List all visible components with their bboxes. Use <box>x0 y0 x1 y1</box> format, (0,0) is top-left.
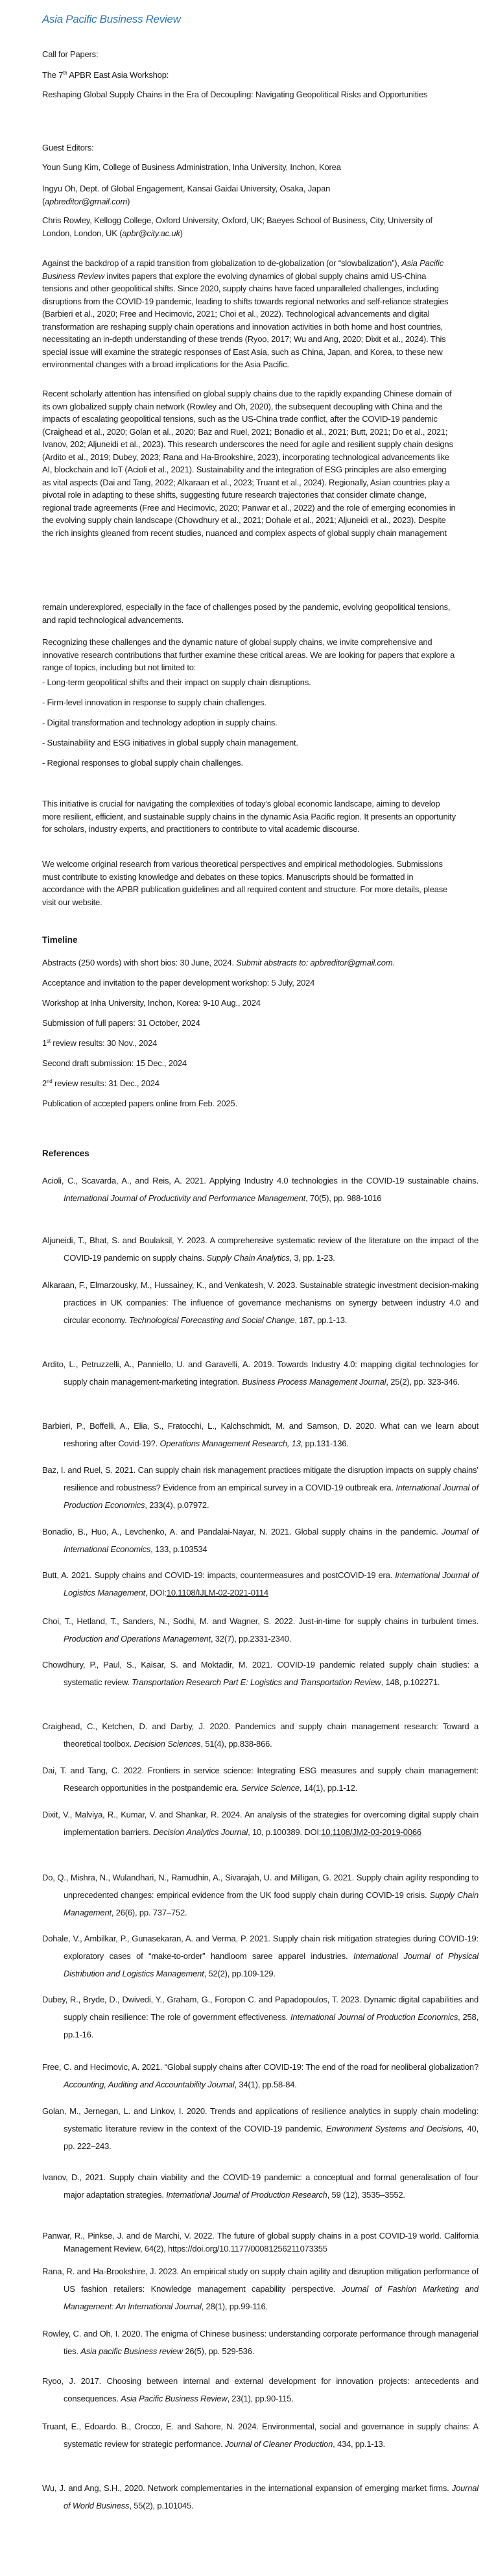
reference-text: Aljuneidi, T., Bhat, S. and Boulaksil, Y. 2023. A comprehensive systematic review of the literature on the impact of the COVID-19 pandemic on supply chains. <box>42 1235 478 1263</box>
reference-journal: Supply Chain Analytics <box>206 1253 290 1263</box>
reference-details: , 258, pp.1-16. <box>64 2012 478 2039</box>
reference-details: , 52(2), pp.109-129. <box>204 1969 276 1978</box>
reference-item <box>42 1656 478 1691</box>
timeline-workshop: Workshop at Inha University, Inchon, Korea: 9-10 Aug., 2024 <box>42 998 261 1008</box>
reference-journal: Service Science <box>241 1783 300 1793</box>
workshop-title: The 7th APBR East Asia Workshop: <box>42 70 169 80</box>
reference-journal: Environment Systems and Decisions, <box>325 2124 464 2133</box>
reference-details: , pp.131-136. <box>300 1439 349 1448</box>
reference-text: Alkaraan, F., Elmarzousky, M., Hussainey, K., and Venkatesh, V. 2023. Sustainable strategic investment decision-making practices in UK companies: The influence of governance mechanisms on synergy between industry 4.0 and circular economy. <box>42 1280 478 1325</box>
reference-text: Craighead, C., Ketchen, D. and Darby, J. 2020. Pandemics and supply chain management research: Toward a theoretical toolbox. <box>42 1721 478 1749</box>
reference-details: , 59 (12), 3535–3552. <box>327 2190 405 2200</box>
reference-journal: International Journal of Productivity and Performance Management <box>64 1193 306 1203</box>
reference-journal: International Journal of Production Economics <box>64 1483 478 1510</box>
reference-details: , 10, p.100389. DOI: <box>248 1827 322 1837</box>
reference-text: Bonadio, B., Huo, A., Levchenko, A. and Pandalai-Nayar, N. 2021. Global supply chains in the pandemic. <box>42 1527 442 1537</box>
reference-journal: Operations Management Research, 13 <box>159 1439 301 1448</box>
reference-text: Panwar, R., Pinkse, J. and de Marchi, V. 2022. The future of global supply chains in a post COVID-19 world. California Management Review, 64(2), https://doi.org/10.1177/00081256211073355 <box>42 2231 478 2254</box>
reference-text: Ivanov, D., 2021. Supply chain viability and the COVID-19 pandemic: a conceptual and formal generalisation of four major adaptation strategies. <box>42 2172 478 2200</box>
reference-text: Baz, I. and Ruel, S. 2021. Can supply chain risk management practices mitigate the disruption impacts on supply chains’ resilience and robustness? Evidence from an empirical survey in a COVID-19 outbreak era. <box>42 1465 478 1492</box>
reference-journal: Transportation Research Part E: Logistics and Transportation Review <box>132 1677 381 1687</box>
reference-item <box>42 1566 478 1601</box>
timeline-list <box>42 956 457 1117</box>
reference-details: , 26(6), pp. 737–752. <box>111 1908 187 1917</box>
initiative-paragraph: This initiative is crucial for navigating the complexities of today’s global economic landscape, aiming to develop more resilient, efficient, and sustainable supply chains in the dynamic Asia Pacific region. It presents an opportunity for scholars, industry experts, and practitioners to contribute to vital academic discourse. <box>42 799 456 834</box>
reference-details: 26(5), pp. 529-536. <box>182 2346 255 2356</box>
reference-journal: International Journal of Production Research <box>166 2190 327 2200</box>
timeline-heading: Timeline <box>42 935 78 945</box>
reference-details: , DOI: <box>145 1588 167 1598</box>
reference-details: , 3, pp. 1-23. <box>289 1253 335 1263</box>
reference-text: Truant, E., Edoardo. B., Crocco, E. and Sahore, N. 2024. Environmental, social and governance in supply chains: A systematic review for strategic performance. <box>42 2422 478 2449</box>
reference-text: Butt, A. 2021. Supply chains and COVID-19: impacts, countermeasures and postCOVID-19 era. <box>42 1570 396 1580</box>
topic-item: - Regional responses to global supply chain challenges. <box>42 758 243 768</box>
reference-details: , 187, pp.1-13. <box>294 1315 348 1325</box>
reference-text: Ardito, L., Petruzzelli, A., Panniello, U. and Garavelli, A. 2019. Towards Industry 4.0: mapping digital technologies for supply chain management-marketing integration. <box>42 1359 478 1387</box>
reference-item <box>42 1355 478 1391</box>
editor-3: Chris Rowley, Kellogg College, Oxford University, Oxford, UK; Baeyes School of Business, City, University of London, London, UK (apbr@city.ac.uk) <box>42 215 432 238</box>
timeline-publication: Publication of accepted papers online from Feb. 2025. <box>42 1099 237 1108</box>
reference-details: , 434, pp.1-13. <box>333 2439 385 2449</box>
reference-item <box>42 1762 478 1797</box>
reference-text: Chowdhury, P., Paul, S., Kaisar, S. and Moktadir, M. 2021. COVID-19 pandemic related supply chain studies: a systematic review. <box>42 1660 478 1687</box>
reference-journal: Accounting, Auditing and Accountability Journal <box>64 2080 235 2089</box>
reference-item <box>42 2372 478 2407</box>
reference-details: , 148, p.102271. <box>381 1677 440 1687</box>
reference-text: Free, C. and Hecimovic, A. 2021. “Global supply chains after COVID-19: The end of the road for neoliberal globalization? <box>42 2062 478 2072</box>
reference-journal: Asia pacific Business review <box>80 2346 183 2356</box>
reference-item <box>42 1523 478 1558</box>
reference-journal: Decision Analytics Journal <box>153 1827 248 1837</box>
reference-journal: Decision Sciences <box>134 1739 201 1749</box>
reference-details: , 23(1), pp.90-115. <box>227 2394 294 2403</box>
reference-item <box>42 1930 478 1982</box>
reference-journal: International Journal of Physical Distribution and Logistics Management <box>64 1951 478 1978</box>
reference-journal: Production and Operations Management <box>64 1634 211 1644</box>
reference-item <box>42 2102 478 2155</box>
reference-details: , 133, p.103534 <box>150 1544 207 1554</box>
doi-link[interactable]: 10.1108/JM2-03-2019-0066 <box>321 1827 421 1837</box>
references-heading: References <box>42 1148 89 1158</box>
reference-journal: Journal of World Business <box>64 2483 478 2510</box>
reference-item <box>42 1276 478 1329</box>
theme-title: Reshaping Global Supply Chains in the Era of Decoupling: Navigating Geopolitical Risks and Opportunities <box>42 90 428 99</box>
reference-text: Rowley, C. and Oh, I. 2020. The enigma of Chinese business: understanding corporate performance through managerial ties. <box>42 2329 478 2356</box>
reference-details: , 14(1), pp.1-12. <box>299 1783 358 1793</box>
reference-text: Barbieri, P., Boffelli, A., Elia, S., Fratocchi, L., Kalchschmidt, M. and Samson, D. 2020. What can we learn about reshoring after Covid-19?. <box>42 1421 478 1448</box>
reference-details: , 34(1), pp.58-84. <box>234 2080 297 2089</box>
guest-editors-label: Guest Editors: <box>42 143 94 152</box>
reference-item <box>42 1417 478 1452</box>
journal-title: Asia Pacific Business Review <box>42 13 181 25</box>
timeline-abstracts: Abstracts (250 words) with short bios: 30 June, 2024. Submit abstracts to: apbreditor@gmail.com. <box>42 958 395 967</box>
reference-text: Dai, T. and Tang, C. 2022. Frontiers in service science: Integrating ESG measures and supply chain management: Research opportunities in the postpandemic era. <box>42 1766 478 1793</box>
reference-text: Choi, T., Hetland, T., Sanders, N., Sodhi, M. and Wagner, S. 2022. Just-in-time for supply chains in turbulent times. <box>42 1616 478 1626</box>
topics-intro-paragraph: Recognizing these challenges and the dynamic nature of global supply chains, we invite comprehensive and innovative research contributions that further examine these critical areas. We are looking for papers that explore a range of topics, including but not limited to: <box>42 637 455 672</box>
reference-item <box>42 1612 478 1647</box>
timeline-second-review: 2nd review results: 31 Dec., 2024 <box>42 1078 159 1088</box>
intro-paragraph: Against the backdrop of a rapid transition from globalization to de-globalization (or “slowbalization”), Asia Pacific Business Review invites papers that explore the evolving dynamics of global supply chains amid US-China tensions and other geopolitical shifts. Since 2020, supply chains have faced unparalleled challenges, including disruptions from the COVID-19 pandemic, leading to shifts towards regional networks and self-reliance strategies (Barbieri et al., 2020; Free and Hecimovic, 2021; Choi et al., 2022). Technological advancements and digital transformation are reshaping supply chain operations and innovation activities in both home and host countries, necessitating an in-depth understanding of these trends (Ryoo, 2017; Wu and Ang, 2020; Dixit et al., 2024). This special issue will examine the strategic responses of East Asia, such as China, Japan, and Korea, to these new environmental changes with a broad implications for the Asia Pacific. <box>42 258 449 369</box>
reference-journal: Supply Chain Management <box>64 1890 478 1917</box>
reference-item <box>42 1232 478 1267</box>
editor-2: Ingyu Oh, Dept. of Global Engagement, Kansai Gaidai University, Osaka, Japan (apbreditor@gmail.com) <box>42 184 331 206</box>
reference-text: Acioli, C., Scavarda, A., and Reis, A. 2021. Applying Industry 4.0 technologies in the COVID-19 sustainable chains. <box>42 1176 478 1185</box>
reference-journal: Business Process Management Journal <box>242 1377 386 1387</box>
reference-item <box>42 2230 478 2255</box>
reference-journal: Asia Pacific Business Review <box>121 2394 228 2403</box>
submission-paragraph: We welcome original research from various theoretical perspectives and empirical methodologies. Submissions must contribute to existing knowledge and debates on these topics. Manuscripts should be formatted in accordance with the APBR publication guidelines and all required content and structure. For more details, please visit our website. <box>42 859 448 907</box>
reference-text: Golan, M., Jernegan, L. and Linkov, I. 2020. Trends and applications of resilience analytics in supply chain modeling: systematic literature review in the context of the COVID-19 pandemic, <box>42 2106 478 2133</box>
reference-text: Do, Q., Mishra, N., Wulandhari, N., Ramudhin, A., Sivarajah, U. and Milligan, G. 2021. Supply chain agility responding to unprecedented changes: empirical evidence from the UK food supply chain during COVID-19 crisis. <box>42 1873 478 1900</box>
reference-details: , 233(4), p.07972. <box>145 1500 209 1510</box>
reference-item <box>42 2418 478 2453</box>
timeline-first-review: 1st review results: 30 Nov., 2024 <box>42 1038 158 1048</box>
topic-item: - Firm-level innovation in response to supply chain challenges. <box>42 698 266 707</box>
reference-item <box>42 2058 478 2093</box>
editor-1: Youn Sung Kim, College of Business Administration, Inha University, Inchon, Korea <box>42 162 341 172</box>
topic-item: - Sustainability and ESG initiatives in global supply chain management. <box>42 738 298 747</box>
topic-item: - Long-term geopolitical shifts and their impact on supply chain disruptions. <box>42 677 311 687</box>
reference-item <box>42 2169 478 2204</box>
reference-details: , 55(2), p.101045. <box>129 2501 194 2510</box>
reference-journal: International Journal of Logistics Management <box>64 1570 478 1598</box>
reference-details: , 25(2), pp. 323-346. <box>386 1377 460 1387</box>
editor-2-email[interactable]: apbreditor@gmail.com <box>45 196 128 206</box>
reference-item <box>42 1172 478 1207</box>
reference-journal: International Journal of Production Economics <box>290 2012 458 2022</box>
topic-item: - Digital transformation and technology adoption in supply chains. <box>42 718 278 727</box>
reference-details: , 32(7), pp.2331-2340. <box>210 1634 292 1644</box>
reference-text: Dubey, R., Bryde, D., Dwivedi, Y., Graham, G., Foropon C. and Papadopoulos, T. 2023. Dynamic digital capabilities and supply chain resilience: The role of government effectiveness. <box>42 1995 478 2022</box>
background-paragraph: Recent scholarly attention has intensified on global supply chains due to the rapidly expanding Chinese domain of its own globalized supply chain network (Rowley and Oh, 2020), the subsequent decoupling with China and the impacts of escalating geopolitical tensions, such as the US-China trade conflict, after the COVID-19 pandemic (Craighead et al., 2020; Golan et al., 2020; Baz and Ruel, 2021; Bonadio et al., 2021; Butt, 2021; Do et al., 2021; Ivanov, 202; Aljuneidi et al., 2023). This research underscores the need for agile and resilient supply chain designs (Ardito et al., 2019; Dubey, 2023; Rana and Ha-Brookshire, 2023), incorporating technological advancements like AI, blockchain and IoT (Acioli et al., 2021). Sustainability and the integration of ESG principles are also emerging as vital aspects (Dai and Tang, 2022; Alkaraan et al., 2023; Truant et al., 2024). Regionally, Asian countries play a pivotal role in adapting to these shifts, suggesting future research trajectories that consider climate change, regional trade agreements (Free and Hecimovic, 2020; Panwar et al., 2022) and the role of emerging economies in the evolving supply chain landscape (Chowdhury et al., 2021; Dohale et al., 2021; Aljuneidi et al., 2023). Despite the rich insights gleaned from recent studies, nuanced and complex aspects of global supply chain management <box>42 389 456 538</box>
reference-details: , 70(5), pp. 988-1016 <box>305 1193 382 1203</box>
reference-text: Dohale, V., Ambilkar, P., Gunasekaran, A. and Verma, P. 2021. Supply chain risk mitigation strategies during COVID-19: exploratory cases of “make-to-order” handloom saree apparel industries. <box>42 1934 478 1961</box>
reference-details: , 28(1), pp.99-116. <box>201 2302 268 2311</box>
reference-journal: Technological Forecasting and Social Change <box>128 1315 295 1325</box>
reference-text: Rana, R. and Ha-Brookshire, J. 2023. An empirical study on supply chain agility and disruption mitigation performance of US fashion retailers: Knowledge management capability perspective. <box>42 2266 478 2294</box>
doi-link[interactable]: 10.1108/IJLM-02-2021-0114 <box>166 1588 268 1598</box>
reference-journal: Journal of Cleaner Production <box>224 2439 333 2449</box>
reference-item <box>42 2325 478 2360</box>
submit-abstracts-email[interactable]: Submit abstracts to: apbreditor@gmail.com <box>236 958 393 967</box>
reference-journal: Journal of Fashion Marketing and Management: An International Journal <box>64 2284 478 2311</box>
timeline-acceptance: Acceptance and invitation to the paper development workshop: 5 July, 2024 <box>42 978 315 988</box>
reference-item <box>42 1461 478 1514</box>
timeline-full-papers: Submission of full papers: 31 October, 2024 <box>42 1018 200 1028</box>
reference-text: Ryoo, J. 2017. Choosing between internal and external development for innovation projects: antecedents and consequences. <box>42 2376 478 2403</box>
reference-item <box>42 2263 478 2315</box>
reference-item <box>42 1718 478 1753</box>
reference-item <box>42 1806 478 1841</box>
reference-item <box>42 2479 478 2514</box>
reference-details: 40, pp. 222–243. <box>64 2124 478 2151</box>
editor-3-email[interactable]: apbr@city.ac.uk <box>122 228 180 238</box>
topics-list <box>42 676 457 777</box>
reference-details: , 51(4), pp.838-866. <box>200 1739 272 1749</box>
call-for-papers-label: Call for Papers: <box>42 49 99 59</box>
reference-text: Wu, J. and Ang, S.H., 2020. Network complementaries in the international expansion of emerging market firms. <box>42 2483 452 2493</box>
background-paragraph-cont: remain underexplored, especially in the face of challenges posed by the pandemic, evolving geopolitical tensions, and rapid technological advancements. <box>42 602 451 625</box>
reference-text: Dixit, V., Malviya, R., Kumar, V. and Shankar, R. 2024. An analysis of the strategies for overcoming digital supply chain implementation barriers. <box>42 1810 478 1837</box>
reference-journal: Journal of International Economics <box>64 1527 478 1554</box>
reference-item <box>42 1869 478 1921</box>
reference-item <box>42 1991 478 2043</box>
timeline-second-draft: Second draft submission: 15 Dec., 2024 <box>42 1058 187 1068</box>
